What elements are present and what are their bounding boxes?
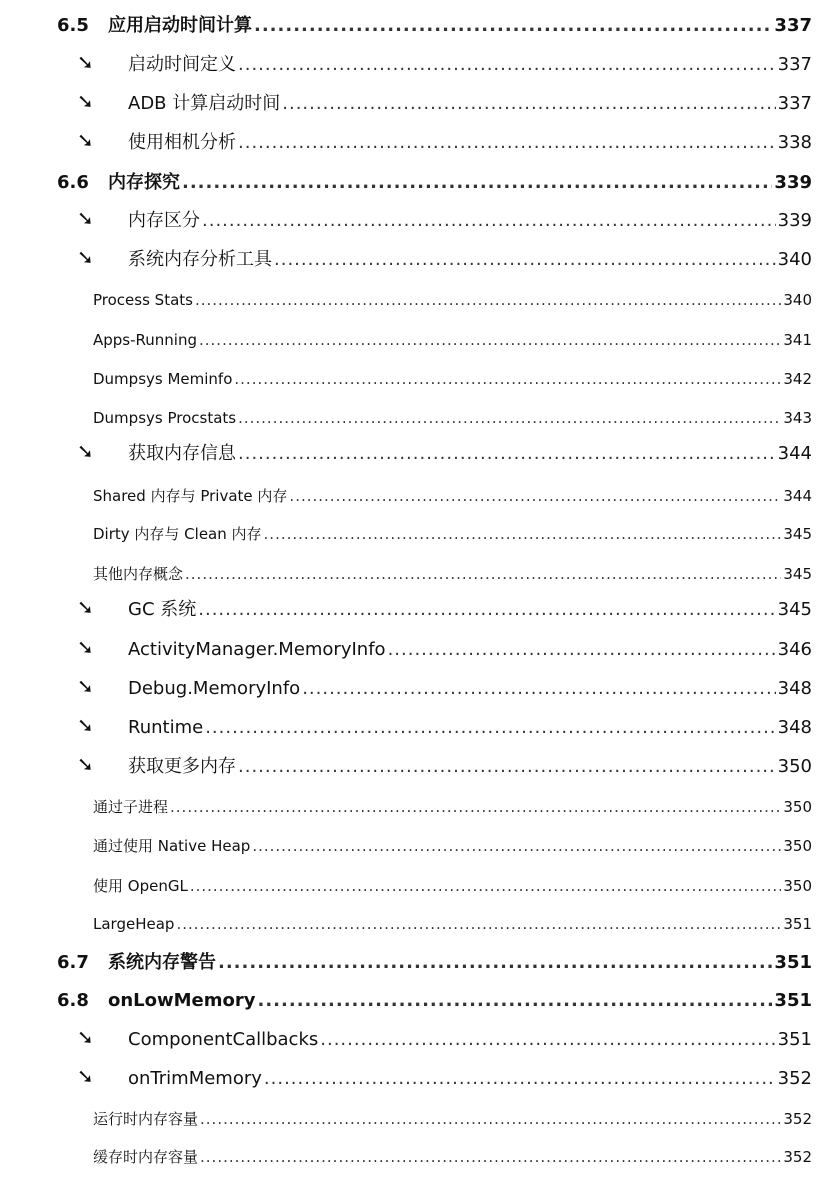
arrow-down-right-icon: ➘ xyxy=(77,128,94,152)
dot-leader xyxy=(176,912,781,936)
toc-entry[interactable] xyxy=(0,874,840,898)
page-number: 346 xyxy=(777,639,812,660)
page-number: 348 xyxy=(777,678,812,699)
toc-entry[interactable] xyxy=(0,676,840,702)
dot-leader xyxy=(388,637,776,663)
page-number: 350 xyxy=(783,877,812,895)
dot-leader xyxy=(302,676,775,702)
toc-entry[interactable] xyxy=(0,522,840,546)
dot-leader xyxy=(238,406,781,430)
arrow-down-right-icon: ➘ xyxy=(77,1064,94,1088)
section-number: 6.8 xyxy=(57,990,89,1011)
page-number: 338 xyxy=(777,132,812,153)
toc-title: Runtime xyxy=(128,717,204,738)
dot-leader xyxy=(264,522,782,546)
toc-title: Process Stats xyxy=(93,291,193,309)
toc-entry-6-7[interactable] xyxy=(0,950,840,976)
toc-entry[interactable] xyxy=(0,754,840,780)
toc-entry[interactable] xyxy=(0,562,840,586)
dot-leader xyxy=(200,1107,781,1131)
toc-entry[interactable] xyxy=(0,208,840,234)
dot-leader xyxy=(218,950,772,976)
dot-leader xyxy=(254,13,772,39)
page-number: 343 xyxy=(783,409,812,427)
dot-leader xyxy=(289,484,781,508)
toc-entry[interactable] xyxy=(0,1027,840,1053)
page-number: 351 xyxy=(774,990,812,1011)
arrow-down-right-icon: ➘ xyxy=(77,635,94,659)
page-number: 344 xyxy=(783,487,812,505)
toc-title: 通过子进程 xyxy=(93,798,169,816)
dot-leader xyxy=(274,247,776,273)
dot-leader xyxy=(200,1145,781,1169)
dot-leader xyxy=(264,1066,776,1092)
toc-title: 内存区分 xyxy=(128,210,200,231)
page-number: 352 xyxy=(783,1148,812,1166)
dot-leader xyxy=(185,562,781,586)
arrow-down-right-icon: ➘ xyxy=(77,595,94,619)
toc-entry[interactable] xyxy=(0,912,840,936)
page-number: 341 xyxy=(783,331,812,349)
toc-entry[interactable] xyxy=(0,406,840,430)
toc-entry[interactable] xyxy=(0,130,840,156)
toc-title: 系统内存警告 xyxy=(108,952,216,973)
toc-entry[interactable] xyxy=(0,715,840,741)
toc-entry-6-8[interactable] xyxy=(0,988,840,1014)
dot-leader xyxy=(320,1027,775,1053)
page-number: 345 xyxy=(783,565,812,583)
toc-title: 通过使用 Native Heap xyxy=(93,837,251,855)
page-number: 337 xyxy=(774,15,812,36)
toc-entry[interactable] xyxy=(0,1107,840,1131)
dot-leader xyxy=(252,834,781,858)
dot-leader xyxy=(238,52,776,78)
dot-leader xyxy=(282,91,775,117)
arrow-down-right-icon: ➘ xyxy=(77,245,94,269)
page-number: 351 xyxy=(783,915,812,933)
toc-entry[interactable] xyxy=(0,441,840,467)
toc-title: ComponentCallbacks xyxy=(128,1029,319,1050)
arrow-down-right-icon: ➘ xyxy=(77,752,94,776)
toc-title: 使用相机分析 xyxy=(128,132,236,153)
toc-entry-6-6[interactable] xyxy=(0,170,840,196)
section-number: 6.6 xyxy=(57,172,89,193)
page-number: 351 xyxy=(777,1029,812,1050)
arrow-down-right-icon: ➘ xyxy=(77,439,94,463)
page-number: 339 xyxy=(777,210,812,231)
toc-entry[interactable] xyxy=(0,91,840,117)
toc-title: onLowMemory xyxy=(108,990,256,1011)
toc-title: 其他内存概念 xyxy=(93,565,184,583)
toc-title: 系统内存分析工具 xyxy=(128,249,272,270)
toc-entry[interactable] xyxy=(0,52,840,78)
page-number: 339 xyxy=(774,172,812,193)
toc-title: Apps-Running xyxy=(93,331,197,349)
toc-title: 内存探究 xyxy=(108,172,180,193)
section-number: 6.7 xyxy=(57,952,89,973)
page-number: 340 xyxy=(783,291,812,309)
toc-entry[interactable] xyxy=(0,288,840,312)
dot-leader xyxy=(182,170,772,196)
page-number: 342 xyxy=(783,370,812,388)
dot-leader xyxy=(190,874,782,898)
page-number: 352 xyxy=(777,1068,812,1089)
toc-title: 应用启动时间计算 xyxy=(108,15,252,36)
toc-entry[interactable] xyxy=(0,795,840,819)
toc-title: 运行时内存容量 xyxy=(93,1110,199,1128)
toc-title: Debug.MemoryInfo xyxy=(128,678,301,699)
dot-leader xyxy=(258,988,773,1014)
dot-leader xyxy=(198,597,775,623)
toc-title: Dirty 内存与 Clean 内存 xyxy=(93,525,262,543)
page-number: 337 xyxy=(777,54,812,75)
toc-entry[interactable] xyxy=(0,247,840,273)
toc-title: 使用 OpenGL xyxy=(93,877,188,895)
page-number: 351 xyxy=(774,952,812,973)
section-number: 6.5 xyxy=(57,15,89,36)
dot-leader xyxy=(199,328,781,352)
toc-entry[interactable] xyxy=(0,1145,840,1169)
toc-entry[interactable] xyxy=(0,484,840,508)
toc-title: LargeHeap xyxy=(93,915,175,933)
page-number: 350 xyxy=(783,798,812,816)
toc-entry[interactable] xyxy=(0,597,840,623)
page-number: 350 xyxy=(777,756,812,777)
page-number: 345 xyxy=(777,599,812,620)
toc-entry-6-5[interactable] xyxy=(0,13,840,39)
toc-entry[interactable] xyxy=(0,328,840,352)
toc-entry[interactable] xyxy=(0,637,840,663)
page-number: 352 xyxy=(783,1110,812,1128)
toc-title: GC 系统 xyxy=(128,599,197,620)
dot-leader xyxy=(205,715,775,741)
dot-leader xyxy=(238,754,776,780)
dot-leader xyxy=(195,288,781,312)
toc-title: ActivityManager.MemoryInfo xyxy=(128,639,386,660)
dot-leader xyxy=(202,208,776,234)
dot-leader xyxy=(238,130,776,156)
toc-title: Dumpsys Meminfo xyxy=(93,370,233,388)
toc-entry[interactable] xyxy=(0,367,840,391)
toc-title: 获取更多内存 xyxy=(128,756,236,777)
toc-title: Dumpsys Procstats xyxy=(93,409,237,427)
toc-title: 启动时间定义 xyxy=(128,54,236,75)
dot-leader xyxy=(238,441,776,467)
arrow-down-right-icon: ➘ xyxy=(77,89,94,113)
page-number: 344 xyxy=(777,443,812,464)
toc-entry[interactable] xyxy=(0,1066,840,1092)
arrow-down-right-icon: ➘ xyxy=(77,206,94,230)
arrow-down-right-icon: ➘ xyxy=(77,674,94,698)
page-number: 350 xyxy=(783,837,812,855)
toc-title: 获取内存信息 xyxy=(128,443,236,464)
page-number: 345 xyxy=(783,525,812,543)
toc-title: 缓存时内存容量 xyxy=(93,1148,199,1166)
toc-title: Shared 内存与 Private 内存 xyxy=(93,487,288,505)
toc-title: ADB 计算启动时间 xyxy=(128,93,281,114)
page-number: 340 xyxy=(777,249,812,270)
arrow-down-right-icon: ➘ xyxy=(77,50,94,74)
dot-leader xyxy=(170,795,781,819)
toc-entry[interactable] xyxy=(0,834,840,858)
arrow-down-right-icon: ➘ xyxy=(77,1025,94,1049)
toc-title: onTrimMemory xyxy=(128,1068,262,1089)
page-number: 337 xyxy=(777,93,812,114)
arrow-down-right-icon: ➘ xyxy=(77,713,94,737)
page-number: 348 xyxy=(777,717,812,738)
dot-leader xyxy=(234,367,781,391)
